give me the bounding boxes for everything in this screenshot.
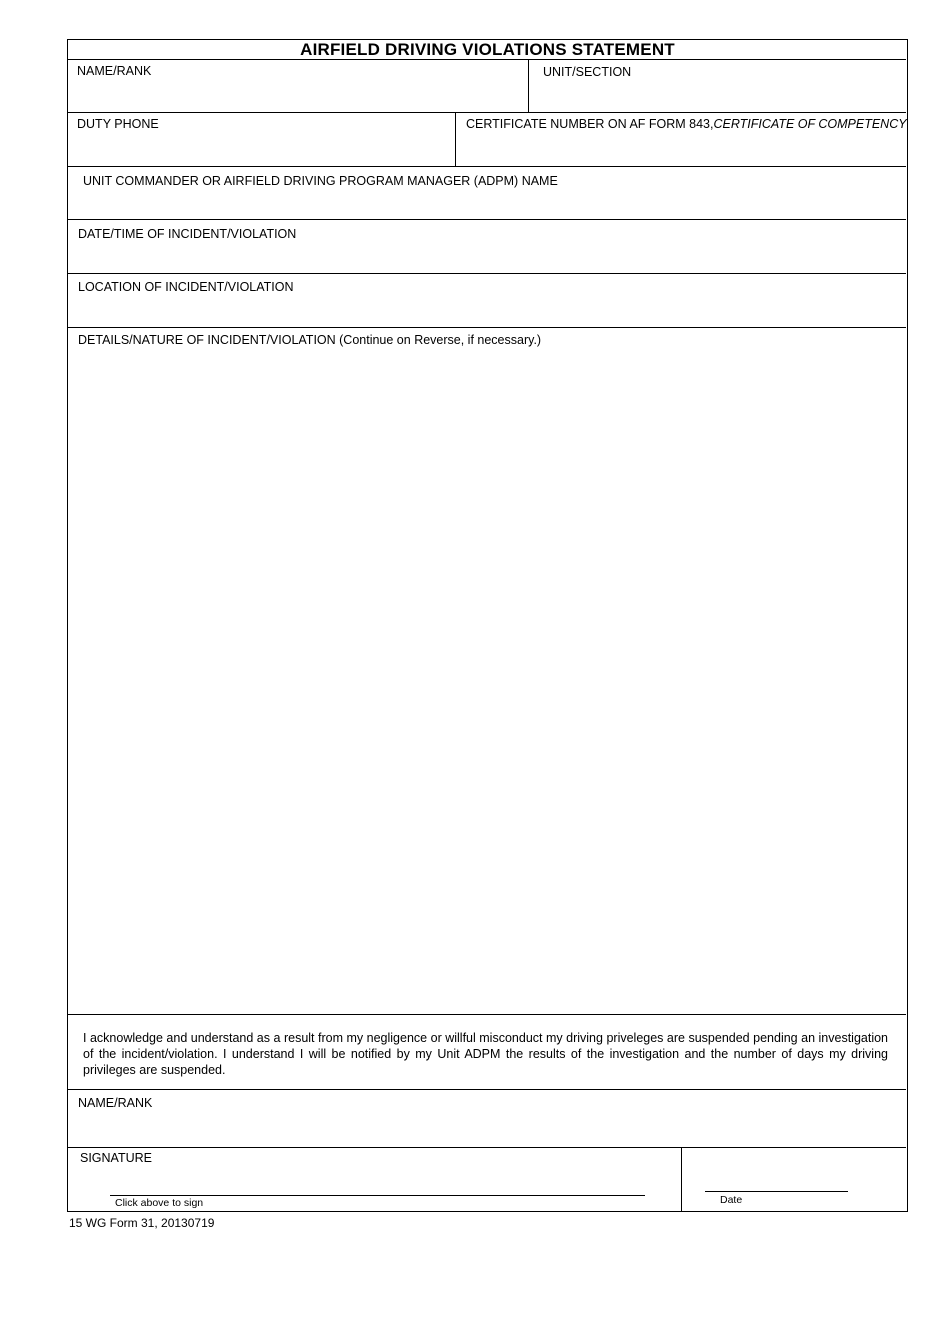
name-rank-input[interactable] [77,83,517,107]
signature-date-input[interactable] [705,1168,847,1190]
signature-pad[interactable] [110,1167,645,1194]
commander-name-input[interactable] [83,192,898,214]
divider-signature-date [681,1147,682,1212]
unit-section-label: UNIT/SECTION [543,65,632,79]
rule-row2 [68,166,906,167]
violations-form [67,39,908,1212]
form-title: AIRFIELD DRIVING VIOLATIONS STATEMENT [300,40,675,59]
certificate-number-text: CERTIFICATE NUMBER ON AF FORM 843, [466,117,714,131]
rule-details-end [68,1014,906,1015]
date-line [705,1191,848,1192]
date-label: Date [720,1194,743,1206]
rule-name-end [68,1147,906,1148]
signature-label: SIGNATURE [80,1151,152,1165]
details-textarea[interactable] [78,354,898,1006]
form-identifier: 15 WG Form 31, 20130719 [69,1216,215,1230]
signature-line [110,1195,645,1196]
rule-row1 [68,112,906,113]
name-rank-label: NAME/RANK [77,64,152,78]
date-time-label: DATE/TIME OF INCIDENT/VIOLATION [78,227,297,241]
location-input[interactable] [78,299,898,321]
location-label: LOCATION OF INCIDENT/VIOLATION [78,280,294,294]
acknowledgement-text: I acknowledge and understand as a result from my negligence or willful misconduct my driving priveleges are suspended pending an investigation of the incident/violation. I understand I will be notified by my Unit ADPM the results of the investigation and the number of days my driving privileges are suspended. [83,1031,888,1077]
signer-name-rank-label: NAME/RANK [78,1096,153,1110]
date-time-input[interactable] [78,245,898,267]
certificate-number-label [466,117,907,131]
signer-name-rank-input[interactable] [78,1115,898,1141]
rule-under-title [68,59,906,60]
unit-section-input[interactable] [543,83,898,107]
divider-name-unit [528,59,529,112]
certificate-number-input[interactable] [466,136,898,160]
rule-row3 [68,219,906,220]
rule-ack-end [68,1089,906,1090]
rule-row5 [68,327,906,328]
divider-phone-cert [455,112,456,166]
details-label: DETAILS/NATURE OF INCIDENT/VIOLATION (Continue on Reverse, if necessary.) [78,333,542,347]
duty-phone-label: DUTY PHONE [77,117,159,131]
duty-phone-input[interactable] [77,136,447,160]
rule-row4 [68,273,906,274]
click-to-sign-hint: Click above to sign [115,1197,204,1209]
certificate-competency-text: CERTIFICATE OF COMPETENCY [713,117,907,131]
commander-name-label: UNIT COMMANDER OR AIRFIELD DRIVING PROGRAM MANAGER (ADPM) NAME [83,174,558,188]
